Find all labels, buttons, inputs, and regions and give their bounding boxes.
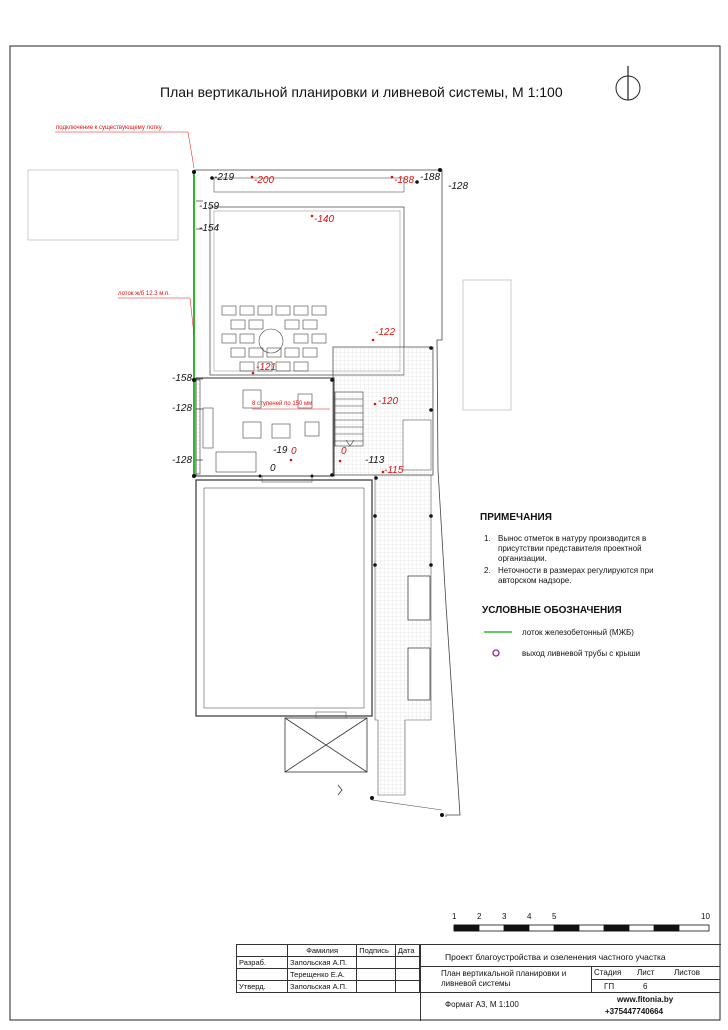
elev-red: 0 <box>291 446 297 457</box>
elev-red: -120 <box>378 396 399 407</box>
north-arrow-icon <box>616 66 640 100</box>
stairs-note: 8 ступеней по 150 мм <box>252 401 313 407</box>
note-item-2: 2. Неточности в размерах регулируются при авторском надзоре. <box>484 566 684 586</box>
elev-black: 0 <box>270 463 276 474</box>
elev-black: -158 <box>172 373 193 384</box>
elev-black: -159 <box>199 201 220 212</box>
notes-heading: ПРИМЕЧАНИЯ <box>480 512 552 523</box>
elev-red: -188 <box>394 175 415 186</box>
stamp-format: Формат А3, М 1:100 <box>445 1000 519 1009</box>
stamp-col-date: Дата <box>395 945 419 957</box>
legend-pipe-label: выход ливневой трубы с крыши <box>522 649 641 658</box>
stamp-left <box>236 944 420 1015</box>
note-text: Неточности в размерах регулируются при авторском надзоре. <box>498 566 654 585</box>
house <box>196 480 372 716</box>
elev-red: -200 <box>254 175 275 186</box>
elev-black: -128 <box>172 403 193 414</box>
stamp-site: www.fitonia.by <box>617 995 674 1004</box>
elev-red: -115 <box>384 465 404 476</box>
stamp-stage-header: Стадия <box>594 968 622 977</box>
note-text: Вынос отметок в натуру производится в присутствии представителя проектной организации. <box>498 534 647 563</box>
legend-heading: УСЛОВНЫЕ ОБОЗНАЧЕНИЯ <box>482 605 622 616</box>
stamp-sheet-title: План вертикальной планировки и ливневой системы <box>441 969 567 988</box>
stamp-phone: +375447740664 <box>605 1007 664 1016</box>
elev-red: -122 <box>375 327 396 338</box>
scale-tick: 2 <box>477 912 482 921</box>
elev-red: -121 <box>256 362 277 373</box>
scale-tick: 3 <box>502 912 507 921</box>
elev-black: -128 <box>448 181 469 192</box>
stamp-divider <box>420 992 720 993</box>
top-strip <box>214 178 404 192</box>
stamp-role <box>237 969 288 981</box>
stamp-col-sign: Подпись <box>357 945 396 957</box>
elev-red: 0 <box>341 446 347 457</box>
stamp-project: Проект благоустройства и озеленения частного участка <box>445 952 666 962</box>
stamp-col-name: Фамилия <box>288 945 357 957</box>
patio <box>196 378 334 476</box>
stamp-sheets-header: Листов <box>674 968 700 977</box>
stamp-sheet: 6 <box>643 982 648 991</box>
elev-black: -219 <box>214 172 235 183</box>
elev-black: -154 <box>199 223 220 234</box>
stamp-person: Запольская А.П. <box>288 981 357 993</box>
neighbour-building-left <box>28 170 178 240</box>
stamp-sheet-header: Лист <box>637 968 655 977</box>
scale-bar <box>454 925 709 931</box>
scale-tick: 10 <box>701 912 710 921</box>
stamp-person: Терещенко Е.А. <box>288 969 357 981</box>
elev-black: -113 <box>365 455 385 466</box>
page-title: План вертикальной планировки и ливневой системы, М 1:100 <box>160 84 563 100</box>
stamp-role: Разраб. <box>237 957 288 969</box>
stamp-stage: ГП <box>604 982 615 991</box>
legend-tray-label: лоток железобетонный (МЖБ) <box>522 628 634 637</box>
stamp-grid-line <box>591 979 720 980</box>
side-path <box>375 475 431 795</box>
scale-tick: 5 <box>552 912 557 921</box>
elev-red: -140 <box>314 214 335 225</box>
stamp-person: Запольская А.П. <box>288 957 357 969</box>
connection-note: подключение к существующему лотку <box>56 125 162 131</box>
scale-tick: 4 <box>527 912 532 921</box>
neighbour-building-right <box>463 280 511 410</box>
note-item-1: 1. Вынос отметок в натуру производится в присутствии представителя проектной организации. <box>484 534 684 564</box>
elev-black: -128 <box>172 455 193 466</box>
legend-pipe-icon <box>493 650 499 656</box>
carport <box>285 718 367 795</box>
stamp-role: Утверд. <box>237 981 288 993</box>
elev-black: -19 <box>273 445 288 456</box>
elev-black: -188 <box>420 172 441 183</box>
tray-note: лоток ж/б 12.3 м.п. <box>118 291 170 297</box>
scale-tick: 1 <box>452 912 457 921</box>
